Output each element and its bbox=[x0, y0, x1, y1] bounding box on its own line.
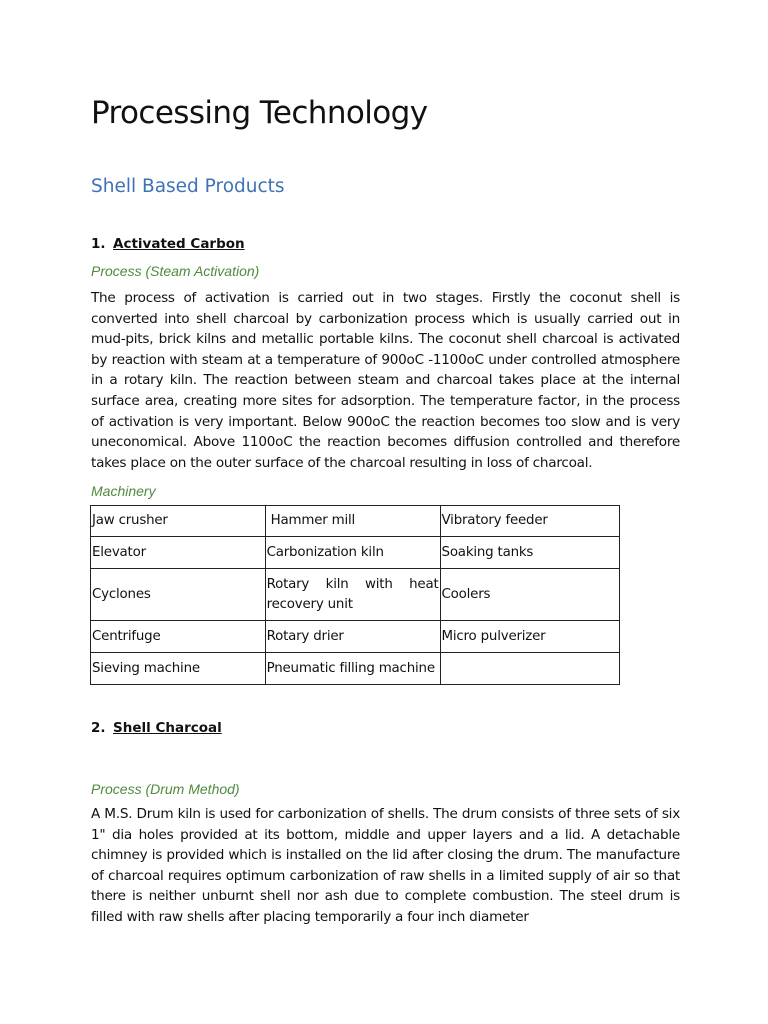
item-label: Activated Carbon bbox=[113, 236, 245, 252]
machinery-label: Machinery bbox=[91, 483, 156, 499]
table-cell: Rotary kiln with heat recovery unit bbox=[265, 569, 440, 621]
table-row bbox=[91, 621, 620, 653]
table-cell: Soaking tanks bbox=[440, 537, 619, 569]
item-heading-shell-charcoal bbox=[91, 720, 222, 736]
table-cell: Rotary drier bbox=[265, 621, 440, 653]
table-cell: Pneumatic filling machine bbox=[265, 653, 440, 685]
table-cell bbox=[440, 653, 619, 685]
table-row bbox=[91, 569, 620, 621]
item-number: 1. bbox=[91, 236, 106, 252]
table-row bbox=[91, 506, 620, 537]
table-cell: Elevator bbox=[91, 537, 266, 569]
process-label-steam-activation: Process (Steam Activation) bbox=[91, 263, 260, 279]
table-cell: Coolers bbox=[440, 569, 619, 621]
paragraph-activated-carbon: The process of activation is carried out in two stages. Firstly the coconut shell is converted into shell charcoal by carbonization process which is usually carried out in mud-pits, brick kilns and metallic portable kilns. The coconut shell charcoal is activated by reaction with steam at a temperature of 900oC -1100oC under controlled atmosphere in a rotary kiln. The reaction between steam and charcoal takes place at the internal surface area, creating more sites for adsorption. The temperature factor, in the process of activation is very important. Below 900oC the reaction becomes too slow and is very uneconomical. Above 1100oC the reaction becomes diffusion controlled and therefore takes place on the outer surface of the charcoal resulting in loss of charcoal. bbox=[91, 290, 680, 471]
table-cell: Cyclones bbox=[91, 569, 266, 621]
table-cell: Micro pulverizer bbox=[440, 621, 619, 653]
item-heading-activated-carbon bbox=[91, 236, 245, 252]
table-row bbox=[91, 537, 620, 569]
section-heading: Shell Based Products bbox=[91, 176, 285, 197]
machinery-table bbox=[90, 505, 620, 685]
table-cell: Vibratory feeder bbox=[440, 506, 619, 537]
table-cell: Sieving machine bbox=[91, 653, 266, 685]
page-title: Processing Technology bbox=[91, 95, 428, 131]
table-cell: Jaw crusher bbox=[91, 506, 266, 537]
paragraph-shell-charcoal: A M.S. Drum kiln is used for carbonization of shells. The drum consists of three sets of six 1" dia holes provided at its bottom, middle and upper layers and a lid. A detachable chimney is provided which is installed on the lid after closing the drum. The manufacture of charcoal requires optimum carbonization of raw shells in a limited supply of air so that there is neither unburnt shell nor ash due to complete combustion. The steel drum is filled with raw shells after placing temporarily a four inch diameter bbox=[91, 806, 680, 925]
process-label-drum-method: Process (Drum Method) bbox=[91, 781, 240, 797]
table-cell: Carbonization kiln bbox=[265, 537, 440, 569]
item-label: Shell Charcoal bbox=[113, 720, 222, 736]
item-number: 2. bbox=[91, 720, 106, 736]
table-cell: Centrifuge bbox=[91, 621, 266, 653]
table-row bbox=[91, 653, 620, 685]
table-cell: Hammer mill bbox=[265, 506, 440, 537]
